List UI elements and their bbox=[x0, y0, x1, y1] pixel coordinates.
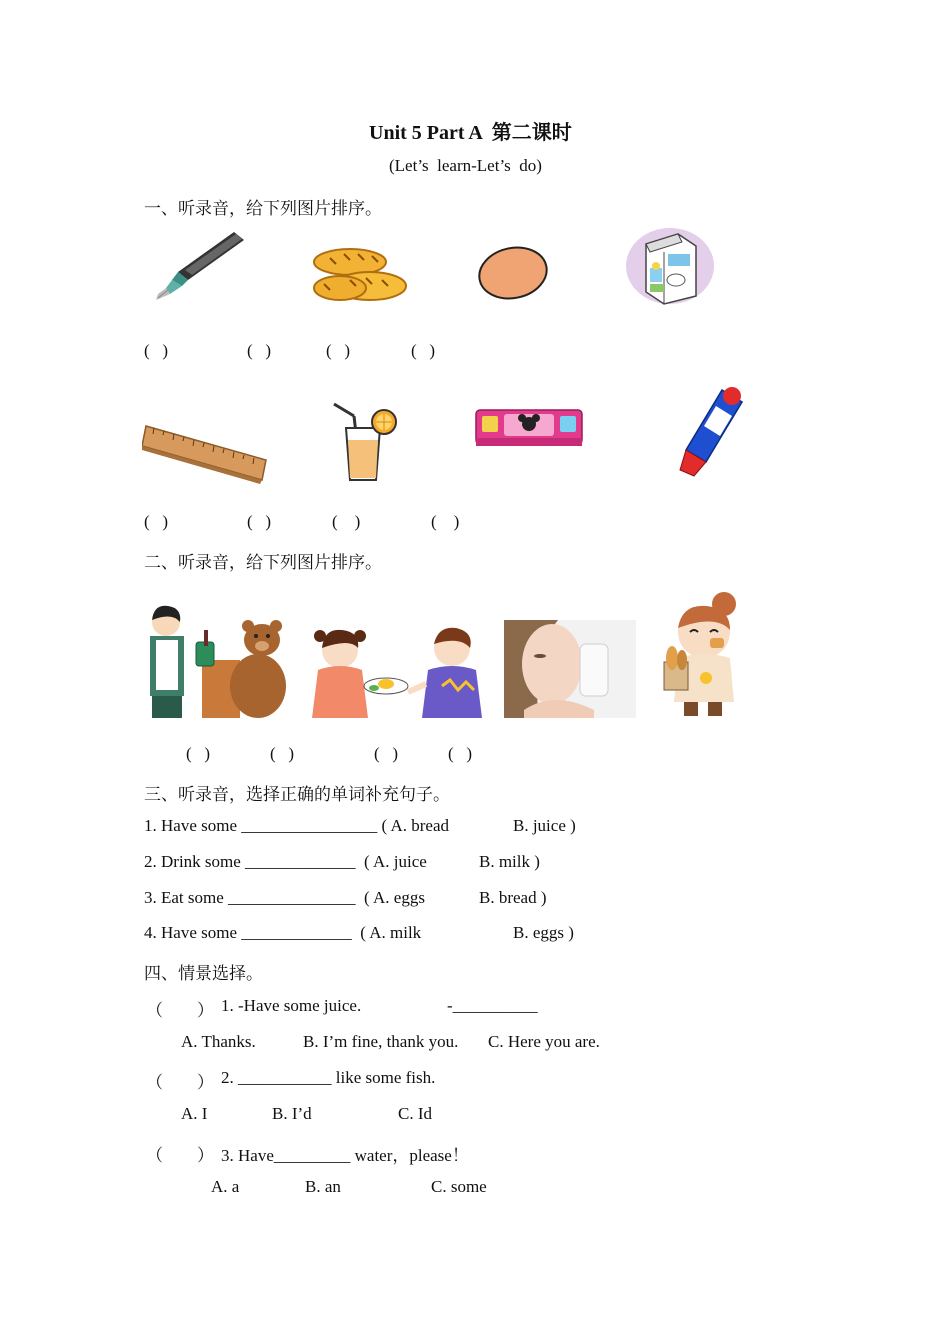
option: C. Here you are. bbox=[488, 1032, 600, 1051]
answer-bracket[interactable]: ( ) bbox=[374, 744, 399, 763]
answer-bracket[interactable]: ( ) bbox=[144, 512, 169, 531]
option: B. I’m fine, thank you. bbox=[303, 1032, 459, 1051]
answer-bracket[interactable]: ( ) bbox=[326, 341, 351, 360]
children-sharing-egg-icon bbox=[302, 626, 488, 718]
milk-carton-icon bbox=[624, 226, 716, 306]
fill-item-stem: 3. Eat some _______________ ( A. eggs bbox=[144, 888, 425, 907]
fill-item-option-b: B. milk ) bbox=[479, 852, 540, 871]
answer-bracket[interactable]: ( ) bbox=[270, 744, 295, 763]
pencil-box-icon bbox=[474, 404, 586, 452]
page-subtitle: (Let’s learn-Let’s do) bbox=[389, 156, 542, 175]
egg-icon bbox=[476, 245, 550, 301]
question-text: 2. ___________ like some fish. bbox=[221, 1068, 436, 1087]
answer-bracket[interactable]: ( ) bbox=[411, 341, 436, 360]
answer-bracket[interactable]: ( ) bbox=[332, 512, 361, 531]
fill-item-stem: 2. Drink some _____________ ( A. juice bbox=[144, 852, 427, 871]
section3-heading: 三、听录音，选择正确的单词补充句子。 bbox=[144, 785, 450, 804]
option: C. some bbox=[431, 1177, 487, 1196]
option: A. I bbox=[181, 1104, 208, 1123]
fountain-pen-icon bbox=[152, 228, 248, 300]
bread-icon bbox=[310, 240, 410, 306]
waitress-and-bear-icon bbox=[142, 600, 286, 720]
fill-item-stem: 1. Have some ________________ ( A. bread bbox=[144, 816, 450, 835]
answer-bracket[interactable]: ( ) bbox=[247, 512, 272, 531]
page-title: Unit 5 Part A 第二课时 bbox=[369, 122, 572, 144]
fill-item-option-b: B. eggs ) bbox=[513, 923, 574, 942]
option: A. Thanks. bbox=[181, 1032, 256, 1051]
question-paren[interactable]: （ ） bbox=[146, 1073, 214, 1092]
fill-item-option-b: B. juice ) bbox=[513, 816, 576, 835]
section2-heading: 二、听录音，给下列图片排序。 bbox=[144, 553, 382, 572]
question-paren[interactable]: （ ） bbox=[146, 1146, 214, 1165]
option: A. a bbox=[211, 1177, 240, 1196]
fill-item-option-b: B. bread ) bbox=[479, 888, 547, 907]
juice-glass-icon bbox=[328, 400, 404, 482]
fill-item-stem: 4. Have some _____________ ( A. milk bbox=[144, 923, 422, 942]
answer-bracket[interactable]: ( ) bbox=[247, 341, 272, 360]
question-text: 1. -Have some juice. bbox=[221, 996, 362, 1015]
ruler-icon bbox=[142, 420, 268, 484]
answer-bracket[interactable]: ( ) bbox=[144, 341, 169, 360]
question-paren[interactable]: （ ） bbox=[146, 1001, 214, 1020]
section1-heading: 一、听录音，给下列图片排序。 bbox=[144, 199, 382, 218]
answer-bracket[interactable]: ( ) bbox=[186, 744, 211, 763]
answer-bracket[interactable]: ( ) bbox=[448, 744, 473, 763]
option: B. I’d bbox=[272, 1104, 312, 1123]
answer-bracket[interactable]: ( ) bbox=[431, 512, 460, 531]
woman-drinking-milk-icon bbox=[504, 620, 636, 718]
answer-blank: -__________ bbox=[447, 996, 538, 1015]
question-text: 3. Have_________ water，please！ bbox=[221, 1146, 469, 1165]
crayon-icon bbox=[672, 386, 748, 480]
option: B. an bbox=[305, 1177, 341, 1196]
option: C. Id bbox=[398, 1104, 432, 1123]
girl-eating-bread-icon bbox=[656, 592, 750, 718]
section4-heading: 四、情景选择。 bbox=[144, 964, 263, 983]
